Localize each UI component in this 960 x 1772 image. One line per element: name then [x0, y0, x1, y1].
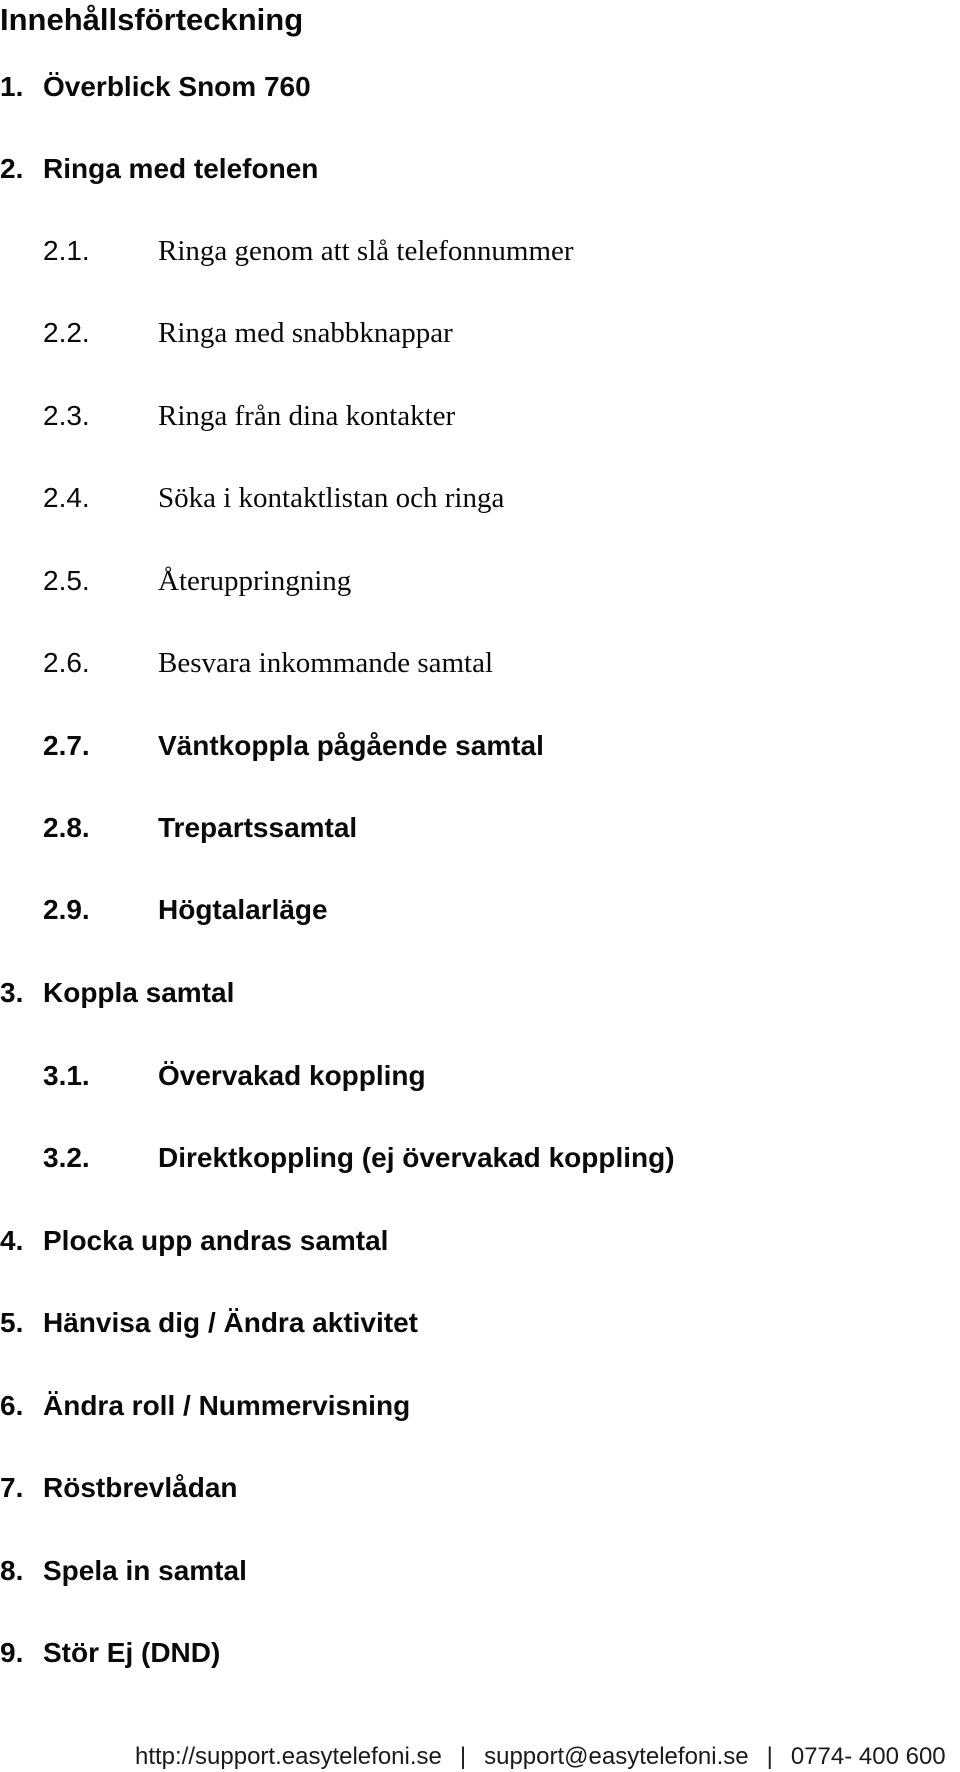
toc-entry-number: 9. — [0, 1637, 24, 1668]
toc-entry-2[interactable] — [0, 149, 318, 189]
toc-entry-text: Spela in samtal — [43, 1555, 247, 1586]
toc-entry-8[interactable] — [0, 1551, 247, 1591]
footer-website-link[interactable]: http://support.easytelefoni.se — [135, 1743, 442, 1770]
toc-entry-text: Koppla samtal — [43, 977, 235, 1008]
toc-entry-2-1[interactable] — [43, 231, 574, 271]
toc-entry-text: Högtalarläge — [158, 894, 328, 925]
toc-entry-text: Ringa genom att slå telefonnummer — [158, 234, 574, 267]
toc-entry-3-2[interactable] — [43, 1138, 675, 1178]
toc-entry-text: Direktkoppling (ej övervakad koppling) — [158, 1142, 675, 1173]
toc-entry-number: 3. — [0, 977, 24, 1008]
toc-entry-1[interactable] — [0, 67, 311, 107]
toc-entry-text: Återuppringning — [158, 564, 352, 597]
toc-entry-4[interactable] — [0, 1221, 388, 1261]
toc-entry-number: 3.1. — [43, 1060, 90, 1091]
page-footer — [135, 1742, 946, 1772]
toc-entry-2-9[interactable] — [43, 890, 328, 930]
toc-entry-number: 3.2. — [43, 1142, 90, 1173]
toc-entry-number: 2. — [0, 153, 24, 184]
toc-entry-2-4[interactable] — [43, 478, 504, 518]
toc-entry-text: Ringa med telefonen — [43, 153, 319, 184]
toc-entry-2-7[interactable] — [43, 726, 544, 766]
toc-entry-number: 1. — [0, 71, 24, 102]
page-title: Innehållsförteckning — [0, 2, 304, 37]
toc-entry-number: 2.5. — [43, 565, 90, 596]
toc-entry-text: Ringa från dina kontakter — [158, 399, 456, 432]
toc-entry-number: 8. — [0, 1555, 24, 1586]
toc-entry-2-8[interactable] — [43, 808, 357, 848]
toc-entry-text: Trepartssamtal — [158, 812, 358, 843]
toc-entry-3-1[interactable] — [43, 1056, 426, 1096]
toc-entry-9[interactable] — [0, 1633, 220, 1673]
toc-entry-5[interactable] — [0, 1303, 418, 1343]
toc-entry-number: 2.1. — [43, 235, 90, 266]
toc-entry-text: Besvara inkommande samtal — [158, 646, 494, 679]
toc-entry-number: 2.9. — [43, 894, 90, 925]
toc-entry-2-2[interactable] — [43, 313, 453, 353]
toc-entry-number: 4. — [0, 1225, 24, 1256]
toc-entry-text: Plocka upp andras samtal — [43, 1225, 389, 1256]
toc-entry-2-6[interactable] — [43, 643, 493, 683]
toc-entry-text: Ringa med snabbknappar — [158, 316, 453, 349]
footer-separator: | — [459, 1743, 467, 1770]
footer-email-link[interactable]: support@easytelefoni.se — [484, 1743, 749, 1770]
toc-entry-text: Ändra roll / Nummervisning — [43, 1390, 411, 1421]
toc-entry-text: Väntkoppla pågående samtal — [158, 730, 544, 761]
toc-entry-text: Överblick Snom 760 — [43, 71, 311, 102]
toc-entry-number: 7. — [0, 1472, 24, 1503]
toc-entry-6[interactable] — [0, 1386, 410, 1426]
toc-entry-number: 2.7. — [43, 730, 90, 761]
toc-entry-7[interactable] — [0, 1468, 238, 1508]
toc-entry-number: 5. — [0, 1307, 24, 1338]
toc-entry-text: Hänvisa dig / Ändra aktivitet — [43, 1307, 418, 1338]
toc-entry-text: Röstbrevlådan — [43, 1472, 238, 1503]
toc-entry-number: 2.2. — [43, 317, 90, 348]
toc-entry-number: 2.4. — [43, 482, 90, 513]
toc-entry-number: 6. — [0, 1390, 24, 1421]
footer-phone: 0774- 400 600 — [790, 1743, 946, 1770]
toc-entry-number: 2.6. — [43, 647, 90, 678]
footer-separator: | — [766, 1743, 773, 1770]
toc-entry-3[interactable] — [0, 973, 234, 1013]
toc-entry-number: 2.8. — [43, 812, 90, 843]
toc-entry-2-3[interactable] — [43, 396, 455, 436]
toc-entry-number: 2.3. — [43, 400, 90, 431]
toc-entry-2-5[interactable] — [43, 561, 351, 601]
toc-entry-text: Övervakad koppling — [158, 1060, 426, 1091]
toc-entry-text: Söka i kontaktlistan och ringa — [158, 481, 505, 514]
toc-entry-text: Stör Ej (DND) — [43, 1637, 221, 1668]
